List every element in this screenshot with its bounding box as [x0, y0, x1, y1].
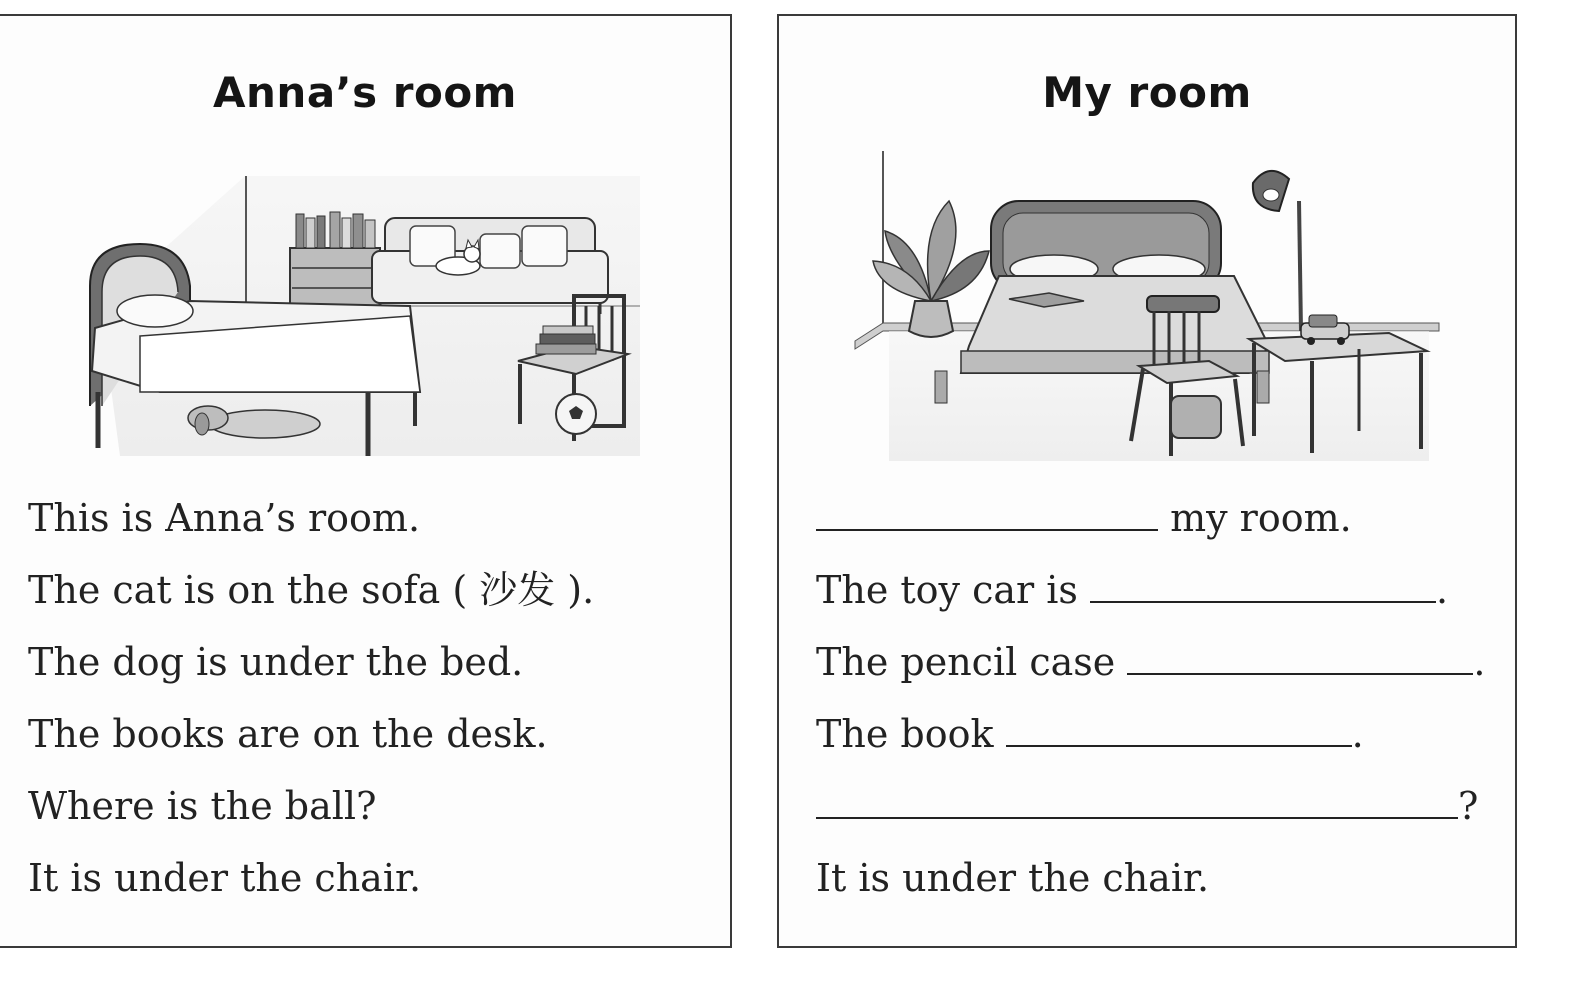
fill-sentence-4: The book .: [816, 712, 1364, 756]
plant: [873, 201, 989, 337]
sentence-5: Where is the ball?: [28, 784, 377, 828]
answer-blank-5[interactable]: [816, 787, 1458, 819]
annas-room-illustration: [80, 156, 640, 466]
sentence-2: The cat is on the sofa ( 沙发 ).: [28, 568, 595, 612]
sentence-1: This is Anna’s room.: [28, 496, 421, 540]
lamp: [1253, 171, 1301, 331]
fill-sentence-3: The pencil case .: [816, 640, 1486, 684]
my-room-illustration: [849, 151, 1449, 471]
sentence-6: It is under the chair.: [28, 856, 422, 900]
my-room-panel: [777, 14, 1517, 948]
fill-sentence-2: The toy car is .: [816, 568, 1449, 612]
answer-blank-3[interactable]: [1127, 643, 1473, 675]
panel-title: Anna’s room: [213, 68, 517, 117]
fill-sentence-5: ?: [816, 784, 1478, 828]
fill-sentence-1: my room.: [816, 496, 1352, 540]
ball-drawing: [556, 394, 596, 434]
bookshelf: [290, 212, 380, 306]
answer-blank-2[interactable]: [1090, 571, 1436, 603]
sentence-6: It is under the chair.: [816, 856, 1210, 900]
sentence-4: The books are on the desk.: [28, 712, 548, 756]
answer-blank-4[interactable]: [1006, 715, 1352, 747]
answer-blank-1[interactable]: [816, 499, 1158, 531]
panel-title: My room: [1042, 68, 1252, 117]
sentence-3: The dog is under the bed.: [28, 640, 524, 684]
annas-room-panel: [0, 14, 732, 948]
